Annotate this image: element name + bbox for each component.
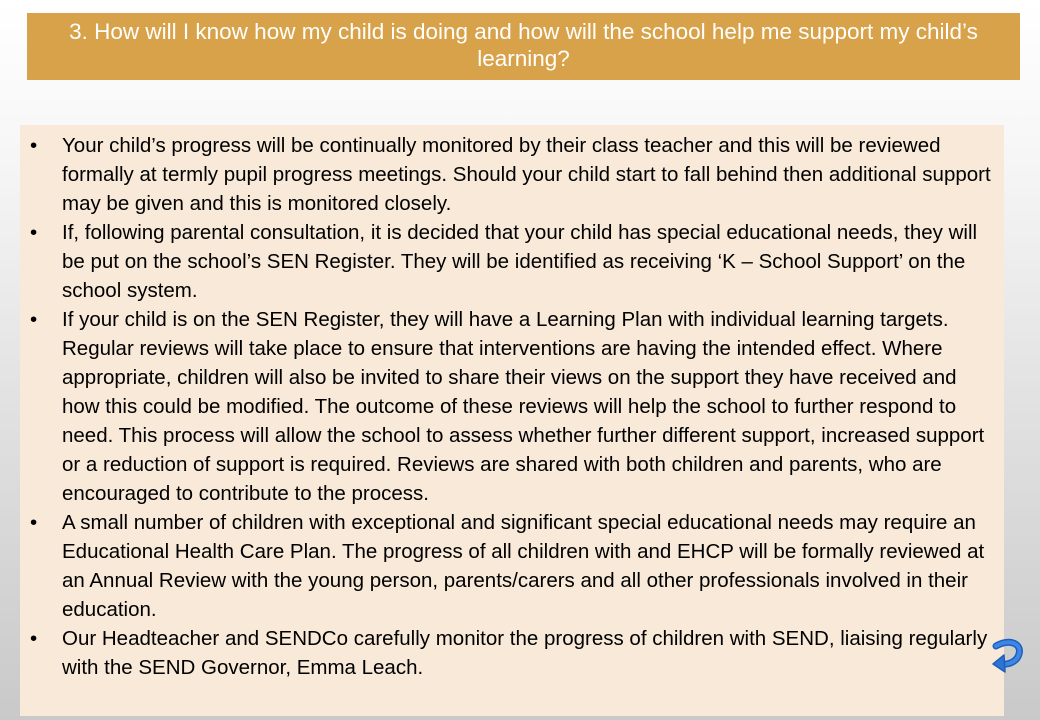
bullet-marker: • [30,308,38,331]
bullet-text: If your child is on the SEN Register, they will have a Learning Plan with individual learning targets. Regular reviews will take place to ensure that interventions are having the intended effect. Where appropriate, children will also be invited to share their views on the support they have received and how this could be modified. The outcome of these reviews will help the school to further respond to need. This process will allow the school to assess whether further different support, increased support or a reduction of support is required. Reviews are shared with both children and parents, who are encouraged to contribute to the process. [62,308,985,505]
bullet-marker: • [30,627,38,650]
content-box [20,125,1004,716]
bullet-text: A small number of children with exceptional and significant special educational needs may require an Educational Health Care Plan. The progress of all children with and EHCP will be formally reviewed at an Annual Review with the young person, parents/carers and all other professionals involved in their education. [62,511,985,621]
bullet-text: If, following parental consultation, it is decided that your child has special educational needs, they will be put on the school’s SEN Register. They will be identified as receiving ‘K – School Support’ on the school system. [62,221,978,302]
bullet-list [30,131,994,682]
bullet-text: Your child’s progress will be continually monitored by their class teacher and this will be reviewed formally at termly pupil progress meetings. Should your child start to fall behind then additional support may be given and this is monitored closely. [62,134,991,215]
bullet-marker: • [30,221,38,244]
bullet-marker: • [30,134,38,157]
bullet-item-ehcp [30,508,994,624]
slide-title-bar [27,13,1020,80]
bullet-marker: • [30,511,38,534]
bullet-item-learning-plan [30,305,994,508]
bullet-item-progress [30,131,994,218]
bullet-text: Our Headteacher and SENDCo carefully monitor the progress of children with SEND, liaising regularly with the SEND Governor, Emma Leach. [62,627,988,679]
bullet-item-send-monitoring [30,624,994,682]
bullet-item-sen-register [30,218,994,305]
return-arrow-icon-graphic [990,634,1024,676]
return-arrow-icon[interactable] [990,634,1024,676]
slide-title: 3. How will I know how my child is doing and how will the school help me support my child’s learning? [69,19,978,71]
